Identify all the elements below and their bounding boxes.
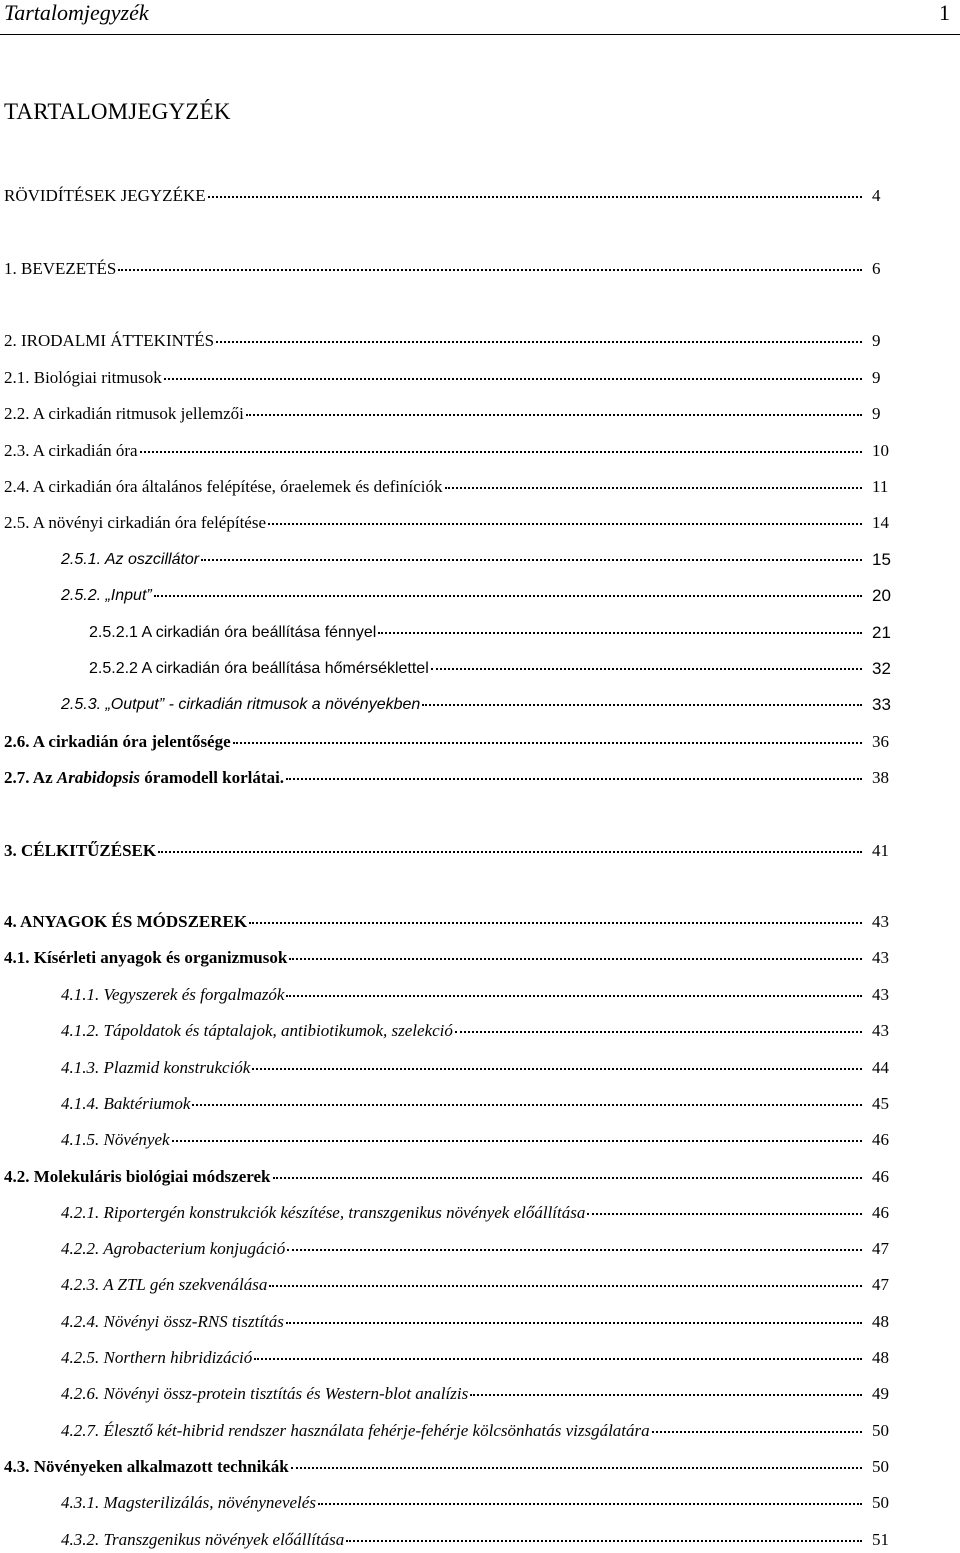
toc-entry-4-2-1[interactable]: 4.2.1. Riportergén konstrukciók készítése, transzgenikus növények előállítása 46 [61, 1203, 889, 1222]
running-header [0, 0, 960, 35]
dot-leader [455, 1029, 862, 1033]
dot-leader [172, 1138, 862, 1142]
toc-page-number: 49 [872, 1384, 889, 1403]
toc-page-number: 48 [872, 1312, 889, 1331]
dot-leader [287, 1247, 862, 1251]
dot-leader [208, 194, 862, 198]
toc-page-number: 50 [872, 1421, 889, 1440]
toc-entry-literature-review[interactable]: 2. IRODALMI ÁTTEKINTÉS 9 [4, 331, 881, 350]
toc-page-number: 11 [872, 477, 889, 496]
dot-leader [269, 1283, 862, 1287]
dot-leader [378, 630, 862, 634]
dot-leader [192, 1102, 862, 1106]
toc-page-number: 9 [872, 368, 881, 387]
dot-leader [422, 702, 862, 706]
toc-entry-4-3-2[interactable]: 4.3.2. Transzgenikus növények előállítása 51 [61, 1530, 889, 1549]
toc-page-number: 20 [872, 586, 891, 605]
toc-page-number: 46 [872, 1203, 889, 1222]
toc-entry-abbreviations[interactable]: RÖVIDÍTÉSEK JEGYZÉKE 4 [4, 186, 881, 205]
toc-page-number: 4 [872, 186, 881, 205]
toc-page-number: 44 [872, 1058, 889, 1077]
toc-entry-4-2-5[interactable]: 4.2.5. Northern hibridizáció 48 [61, 1348, 889, 1367]
toc-entry-2-5[interactable]: 2.5. A növényi cirkadián óra felépítése 14 [4, 513, 889, 532]
toc-entry-4-2-2[interactable]: 4.2.2. Agrobacterium konjugáció 47 [61, 1239, 889, 1258]
toc-page-number: 47 [872, 1239, 889, 1258]
dot-leader [291, 1465, 862, 1469]
dot-leader [118, 267, 862, 271]
dot-leader [431, 666, 862, 670]
dot-leader [652, 1429, 862, 1433]
toc-entry-4-2-3[interactable]: 4.2.3. A ZTL gén szekvenálása 47 [61, 1275, 889, 1294]
toc-page-number: 47 [872, 1275, 889, 1294]
toc-page-number: 41 [872, 841, 889, 860]
toc-entry-4-3-1[interactable]: 4.3.1. Magsterilizálás, növénynevelés 50 [61, 1493, 889, 1512]
page-number: 1 [939, 0, 950, 25]
toc-page-number: 21 [872, 623, 891, 642]
dot-leader [246, 412, 862, 416]
toc-page-number: 32 [872, 659, 891, 678]
toc-page-number: 43 [872, 985, 889, 1004]
toc-page-number: 48 [872, 1348, 889, 1367]
dot-leader [154, 593, 862, 597]
toc-entry-4-1-3[interactable]: 4.1.3. Plazmid konstrukciók 44 [61, 1058, 889, 1077]
toc-entry-4-1-1[interactable]: 4.1.1. Vegyszerek és forgalmazók 43 [61, 985, 889, 1004]
toc-entry-2-5-3[interactable]: 2.5.3. „Output” - cirkadián ritmusok a növényekben 33 [61, 695, 891, 714]
dot-leader [201, 557, 862, 561]
dot-leader [216, 339, 862, 343]
dot-leader [587, 1211, 862, 1215]
toc-page-number: 36 [872, 732, 889, 751]
toc-entry-2-3[interactable]: 2.3. A cirkadián óra 10 [4, 441, 889, 460]
toc-entry-2-5-2-1[interactable]: 2.5.2.1 A cirkadián óra beállítása fénnyel 21 [89, 623, 891, 642]
toc-page-number: 45 [872, 1094, 889, 1113]
toc-page-number: 43 [872, 912, 889, 931]
dot-leader [268, 521, 862, 525]
toc-page-number: 6 [872, 259, 881, 278]
toc-entry-4-2-4[interactable]: 4.2.4. Növényi össz-RNS tisztítás 48 [61, 1312, 889, 1331]
toc-page-number: 14 [872, 513, 889, 532]
toc-page-number: 38 [872, 768, 889, 787]
toc-entry-2-4[interactable]: 2.4. A cirkadián óra általános felépítése, óraelemek és definíciók 11 [4, 477, 889, 496]
toc-page-number: 46 [872, 1167, 889, 1186]
dot-leader [289, 956, 862, 960]
dot-leader [164, 376, 862, 380]
toc-entry-2-7[interactable]: 2.7. Az Arabidopsis óramodell korlátai. 38 [4, 768, 889, 787]
toc-page-number: 51 [872, 1530, 889, 1549]
toc-entry-introduction[interactable]: 1. BEVEZETÉS 6 [4, 259, 881, 278]
dot-leader [233, 740, 862, 744]
toc-page-number: 10 [872, 441, 889, 460]
toc-entry-4-1[interactable]: 4.1. Kísérleti anyagok és organizmusok 43 [4, 948, 889, 967]
toc-entry-materials-methods[interactable]: 4. ANYAGOK ÉS MÓDSZEREK 43 [4, 912, 889, 931]
dot-leader [158, 849, 862, 853]
dot-leader [346, 1538, 862, 1542]
toc-page-number: 33 [872, 695, 891, 714]
toc-page-number: 43 [872, 1021, 889, 1040]
toc-page-number: 9 [872, 331, 881, 350]
toc-entry-objectives[interactable]: 3. CÉLKITŰZÉSEK 41 [4, 841, 889, 860]
dot-leader [140, 449, 862, 453]
dot-leader [254, 1356, 862, 1360]
toc-entry-2-2[interactable]: 2.2. A cirkadián ritmusok jellemzői 9 [4, 404, 881, 423]
dot-leader [286, 776, 862, 780]
dot-leader [318, 1501, 862, 1505]
toc-page-number: 9 [872, 404, 881, 423]
toc-entry-4-3[interactable]: 4.3. Növényeken alkalmazott technikák 50 [4, 1457, 889, 1476]
dot-leader [273, 1175, 863, 1179]
toc-page-number: 43 [872, 948, 889, 967]
running-header-title: Tartalomjegyzék [4, 0, 149, 25]
toc-page-number: 50 [872, 1493, 889, 1512]
toc-entry-2-5-2-2[interactable]: 2.5.2.2 A cirkadián óra beállítása hőmérséklettel 32 [89, 659, 891, 678]
dot-leader [249, 920, 862, 924]
toc-entry-2-5-2[interactable]: 2.5.2. „Input” 20 [61, 586, 891, 605]
dot-leader [286, 1320, 862, 1324]
toc-entry-4-2[interactable]: 4.2. Molekuláris biológiai módszerek 46 [4, 1167, 889, 1186]
toc-entry-4-1-5[interactable]: 4.1.5. Növények 46 [61, 1130, 889, 1149]
toc-entry-2-1[interactable]: 2.1. Biológiai ritmusok 9 [4, 368, 881, 387]
toc-entry-2-5-1[interactable]: 2.5.1. Az oszcillátor 15 [61, 550, 891, 569]
toc-entry-4-2-6[interactable]: 4.2.6. Növényi össz-protein tisztítás és Western-blot analízis 49 [61, 1384, 889, 1403]
dot-leader [445, 485, 862, 489]
dot-leader [252, 1066, 862, 1070]
dot-leader [470, 1392, 862, 1396]
toc-entry-4-1-4[interactable]: 4.1.4. Baktériumok 45 [61, 1094, 889, 1113]
toc-entry-4-2-7[interactable]: 4.2.7. Élesztő két-hibrid rendszer használata fehérje-fehérje kölcsönhatás vizsgálatára 50 [61, 1421, 889, 1440]
toc-entry-4-1-2[interactable]: 4.1.2. Tápoldatok és táptalajok, antibiotikumok, szelekció 43 [61, 1021, 889, 1040]
toc-page-number: 46 [872, 1130, 889, 1149]
toc-page-number: 50 [872, 1457, 889, 1476]
toc-entry-2-6[interactable]: 2.6. A cirkadián óra jelentősége 36 [4, 732, 889, 751]
document-title: TARTALOMJEGYZÉK [4, 99, 231, 124]
toc-page-number: 15 [872, 550, 891, 569]
dot-leader [286, 993, 862, 997]
